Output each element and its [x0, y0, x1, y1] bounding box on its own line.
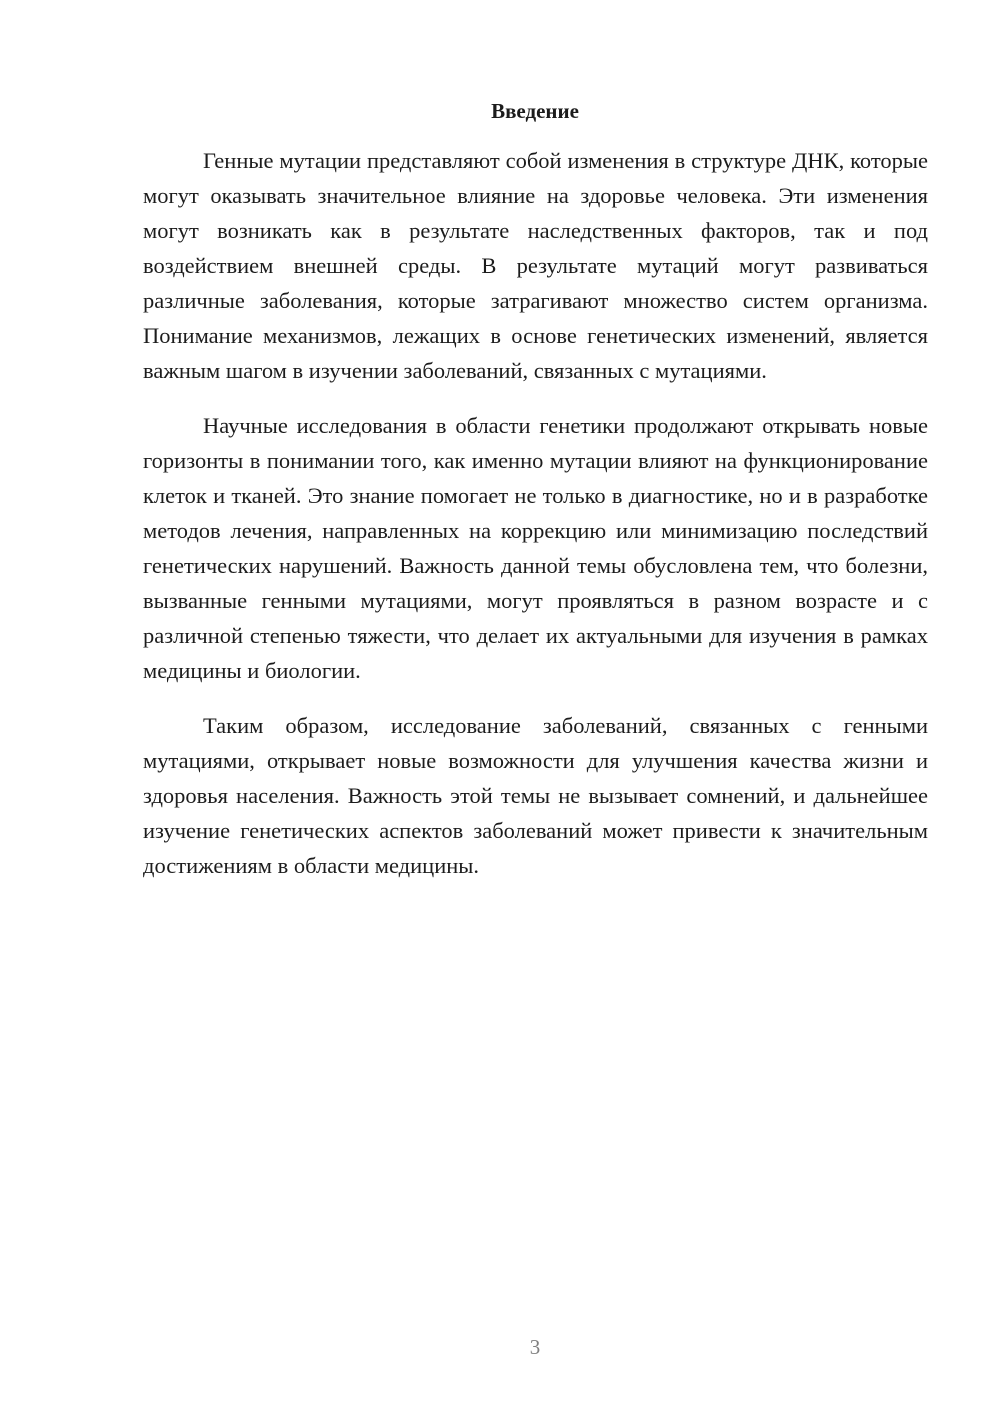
paragraph-1: Генные мутации представляют собой изменения в структуре ДНК, которые могут оказывать значительное влияние на здоровье человека. Эти изменения могут возникать как в результате наследственных факторов, так и под воздействием внешней среды. В результате мутаций могут развиваться различные заболевания, которые затрагивают множество систем организма. Понимание механизмов, лежащих в основе генетических изменений, является важным шагом в изучении заболеваний, связанных с мутациями. [143, 148, 928, 383]
paragraph-2: Научные исследования в области генетики продолжают открывать новые горизонты в понимании того, как именно мутации влияют на функционирование клеток и тканей. Это знание помогает не только в диагностике, но и в разработке методов лечения, направленных на коррекцию или минимизацию последствий генетических нарушений. Важность данной темы обусловлена тем, что болезни, вызванные генными мутациями, могут проявляться в разном возрасте и с различной степенью тяжести, что делает их актуальными для изучения в рамках медицины и биологии. [143, 413, 928, 683]
document-body [143, 143, 928, 903]
section-title: Введение [491, 99, 579, 123]
page-number: 3 [529, 1335, 541, 1359]
paragraph-3: Таким образом, исследование заболеваний, связанных с генными мутациями, открывает новые возможности для улучшения качества жизни и здоровья населения. Важность этой темы не вызывает сомнений, и дальнейшее изучение генетических аспектов заболеваний может привести к значительным достижениям в области медицины. [143, 713, 928, 878]
